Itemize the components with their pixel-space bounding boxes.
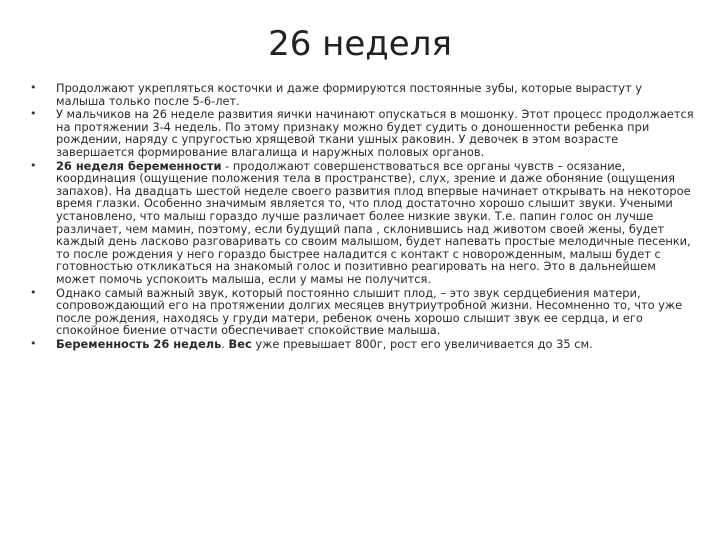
- bullet-item: [30, 160, 702, 286]
- bullet-marker: •: [30, 285, 37, 299]
- bullet-rest-2: уже превышает 800г, рост его увеличивается до 35 см.: [251, 336, 593, 351]
- bullet-item: [30, 338, 702, 351]
- bullet-text: Продолжают укрепляться косточки и даже формируются постоянные зубы, которые вырастут у малыша только после 5-6-лет.: [56, 81, 643, 108]
- bullet-rest: - продолжают совершенствоваться все органы чувств – осязание, координация (ощущение положения тела в пространстве), слух, зрение и даже обоняние (ощущения запахов). На двадцать шестой неделе своего развития плод впервые начинает открывать на некоторое время глазки. Особенно значимым является то, что плод достаточно хорошо слышит звуки. Учеными установлено, что малыш гораздо лучше различает более низкие звуки. Т.е. папин голос он лучше различает, чем мамин, поэтому, если будущий папа , склонившись над животом своей жены, будет каждый день ласково разговаривать со своим малышом, будет напевать простые мелодичные песенки, то после рождения у него гораздо быстрее наладится с контакт с новорожденным, малыш будет с готовностью откликаться на знакомый голос и позитивно реагировать на него. Это в дальнейшем может помочь успокоить малыша, если у мамы не получится.: [56, 158, 691, 286]
- bullet-marker: •: [30, 158, 37, 172]
- bullet-item: [30, 82, 702, 107]
- bullet-bold-lead: Беременность 26 недель: [56, 336, 222, 351]
- bullet-bold-term: Вес: [228, 336, 252, 351]
- bullet-text: Однако самый важный звук, который постоянно слышит плод, – это звук сердцебиения матери, сопровождающий его на протяжении долгих месяцев внутриутробной жизни. Несомненно то, что уже после рождения, находясь у груди матери, ребенок очень хорошо слышит звук ее сердца, и его спокойное биение отчасти обеспечивает спокойствие малыша.: [56, 285, 683, 338]
- bullet-bold-lead: 26 неделя беременности: [56, 158, 222, 173]
- bullet-marker: •: [30, 336, 37, 350]
- bullet-text: [56, 338, 702, 351]
- bullet-text: У мальчиков на 26 неделе развития яички начинают опускаться в мошонку. Этот процесс продолжается на протяжении 3-4 недель. По этому признаку можно будет судить о доношенности ребенка при рождении, наряду с упругостью хрящевой ткани ушных раковин. У девочек в этом возрасте завершается формирование влагалища и наружных половых органов.: [56, 107, 694, 159]
- slide-title: 26 неделя: [268, 24, 452, 64]
- bullet-item: [30, 108, 702, 158]
- bullet-marker: •: [30, 107, 37, 121]
- bullet-marker: •: [30, 81, 37, 94]
- bullet-item: [30, 287, 702, 337]
- bullet-text: [56, 160, 702, 286]
- bullet-rest: .: [221, 336, 229, 351]
- bullet-list: [30, 82, 702, 351]
